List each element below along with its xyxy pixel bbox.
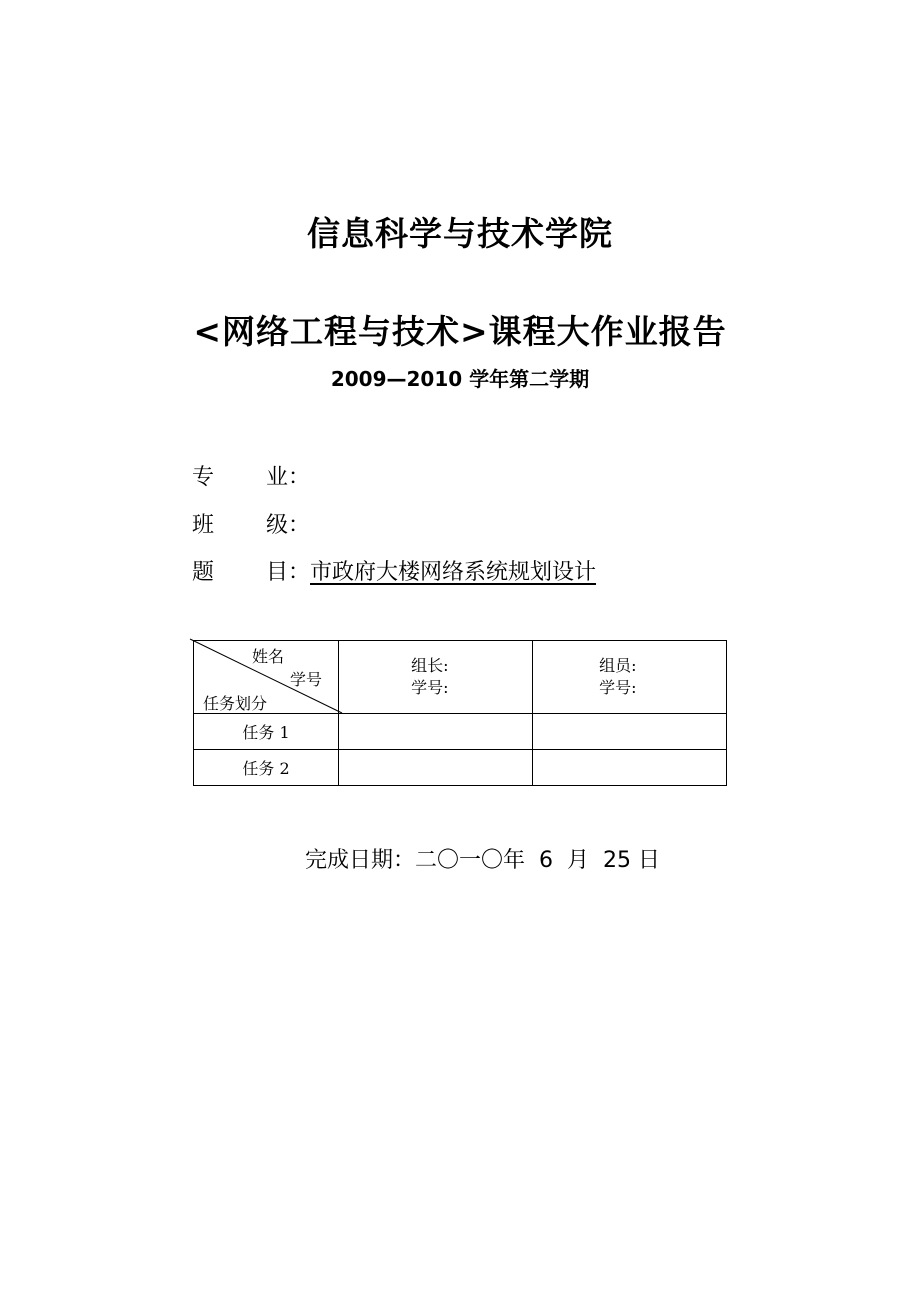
corner-header-cell	[194, 641, 339, 714]
academic-term: 2009—2010 学年第二学期	[330, 367, 590, 391]
member-header-cell	[533, 641, 727, 714]
class-field	[192, 508, 310, 539]
topic-value: 市政府大楼网络系统规划设计	[310, 560, 597, 585]
leader-header-cell	[339, 641, 533, 714]
topic-field	[192, 555, 596, 586]
corner-id-label: 学号	[290, 670, 323, 689]
task-2-member-cell[interactable]	[533, 750, 727, 786]
major-label-a: 专	[192, 465, 215, 490]
table-row	[194, 714, 727, 750]
task-1-label: 任务 1	[194, 714, 339, 750]
major-field	[192, 460, 310, 491]
completion-date: 完成日期：二〇一〇年 6 月 25 日	[305, 848, 660, 873]
task-division-table	[193, 640, 727, 786]
school-name: 信息科学与技术学院	[307, 214, 613, 253]
class-label-a: 班	[192, 513, 215, 538]
leader-id-label: 学号:	[411, 678, 449, 697]
task-1-member-cell[interactable]	[533, 714, 727, 750]
leader-title: 组长:	[411, 656, 449, 675]
task-2-label: 任务 2	[194, 750, 339, 786]
table-header-row	[194, 641, 727, 714]
task-1-leader-cell[interactable]	[339, 714, 533, 750]
major-label-b: 业：	[266, 465, 311, 490]
task-2-leader-cell[interactable]	[339, 750, 533, 786]
member-title: 组员:	[599, 656, 637, 675]
topic-label-a: 题	[192, 560, 215, 585]
topic-label-b: 目：	[266, 560, 311, 585]
corner-task-label: 任务划分	[203, 694, 268, 713]
table-row	[194, 750, 727, 786]
report-title: <网络工程与技术>课程大作业报告	[193, 312, 727, 351]
member-id-label: 学号:	[599, 678, 637, 697]
corner-name-label: 姓名	[252, 647, 285, 666]
class-label-b: 级：	[266, 513, 311, 538]
